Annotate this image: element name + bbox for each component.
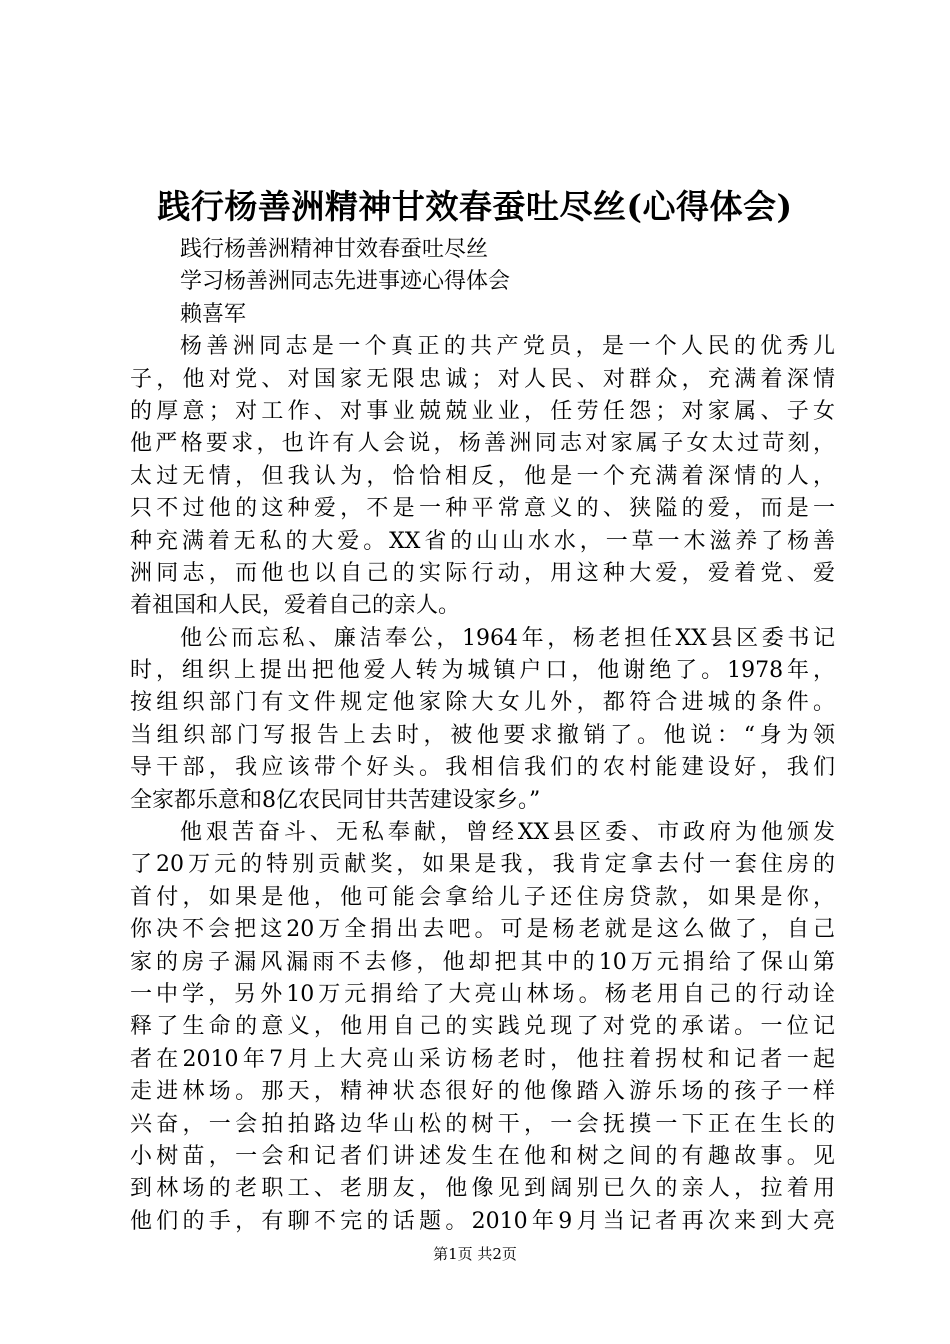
paragraph-line: 按组织部门有文件规定他家除大女儿外，都符合进城的条件。 bbox=[130, 690, 835, 716]
paragraph-line: 他艰苦奋斗、无私奉献，曾经XX县区委、市政府为他颁发 bbox=[180, 820, 835, 846]
paragraph-line: 杨善洲同志是一个真正的共产党员，是一个人民的优秀儿 bbox=[180, 334, 835, 360]
page-number-footer: 第1页 共2页 bbox=[433, 1245, 517, 1263]
paragraph bbox=[130, 817, 835, 1238]
paragraph-line: 首付，如果是他，他可能会拿给儿子还住房贷款，如果是你， bbox=[130, 884, 835, 910]
paragraph bbox=[130, 623, 835, 817]
document-title: 践行杨善洲精神甘效春蚕吐尽丝(心得体会) bbox=[157, 187, 793, 226]
paragraph-line: 的厚意；对工作、对事业兢兢业业，任劳任怨；对家属、子女 bbox=[130, 398, 835, 424]
paragraph-line: 兴奋，一会拍拍路边华山松的树干，一会抚摸一下正在生长的 bbox=[130, 1111, 835, 1137]
paragraph-line: 他公而忘私、廉洁奉公，1964年，杨老担任XX县区委书记 bbox=[180, 625, 835, 651]
author-name: 赖喜军 bbox=[180, 301, 247, 327]
subtitle-line: 学习杨善洲同志先进事迹心得体会 bbox=[180, 269, 511, 295]
paragraph-line: 子，他对党、对国家无限忠诚；对人民、对群众，充满着深情 bbox=[130, 366, 835, 392]
paragraph-line: 着祖国和人民，爱着自己的亲人。 bbox=[130, 593, 461, 619]
paragraph-line: 导干部，我应该带个好头。我相信我们的农村能建设好，我们 bbox=[130, 755, 835, 781]
paragraph-line: 他严格要求，也许有人会说，杨善洲同志对家属子女太过苛刻， bbox=[130, 431, 835, 457]
paragraph-line: 到林场的老职工、老朋友，他像见到阔别已久的亲人，拉着用 bbox=[130, 1176, 835, 1202]
paragraph-line: 了20万元的特别贡献奖，如果是我，我肯定拿去付一套住房的 bbox=[130, 852, 835, 878]
paragraph-line: 当组织部门写报告上去时，被他要求撤销了。他说：“身为领 bbox=[130, 722, 835, 748]
paragraph-line: 只不过他的这种爱，不是一种平常意义的、狭隘的爱，而是一 bbox=[130, 496, 835, 522]
paragraph-line: 家的房子漏风漏雨不去修，他却把其中的10万元捐给了保山第 bbox=[130, 949, 835, 975]
paragraph-line: 他们的手，有聊不完的话题。2010年9月当记者再次来到大亮 bbox=[130, 1208, 835, 1234]
paragraph-line: 你决不会把这20万全捐出去吧。可是杨老就是这么做了，自己 bbox=[130, 917, 835, 943]
paragraph-line: 走进林场。那天，精神状态很好的他像踏入游乐场的孩子一样 bbox=[130, 1079, 835, 1105]
paragraph-line: 一中学，另外10万元捐给了大亮山林场。杨老用自己的行动诠 bbox=[130, 981, 835, 1007]
paragraph bbox=[130, 331, 835, 623]
document-body bbox=[130, 234, 835, 1238]
paragraph-line: 种充满着无私的大爱。XX省的山山水水，一草一木滋养了杨善 bbox=[130, 528, 835, 554]
paragraph-line: 释了生命的意义，他用自己的实践兑现了对党的承诺。一位记 bbox=[130, 1014, 835, 1040]
paragraph-line: 洲同志，而他也以自己的实际行动，用这种大爱，爱着党、爱 bbox=[130, 560, 835, 586]
paragraph-line: 太过无情，但我认为，恰恰相反，他是一个充满着深情的人， bbox=[130, 463, 835, 489]
paragraph-line: 小树苗，一会和记者们讲述发生在他和树之间的有趣故事。见 bbox=[130, 1143, 835, 1169]
paragraph-line: 全家都乐意和8亿农民同甘共苦建设家乡。” bbox=[130, 787, 541, 813]
paragraph-line: 时，组织上提出把他爱人转为城镇户口，他谢绝了。1978年， bbox=[130, 658, 835, 684]
subtitle-line: 践行杨善洲精神甘效春蚕吐尽丝 bbox=[180, 237, 489, 262]
paragraph-line: 者在2010年7月上大亮山采访杨老时，他拄着拐杖和记者一起 bbox=[130, 1046, 835, 1072]
